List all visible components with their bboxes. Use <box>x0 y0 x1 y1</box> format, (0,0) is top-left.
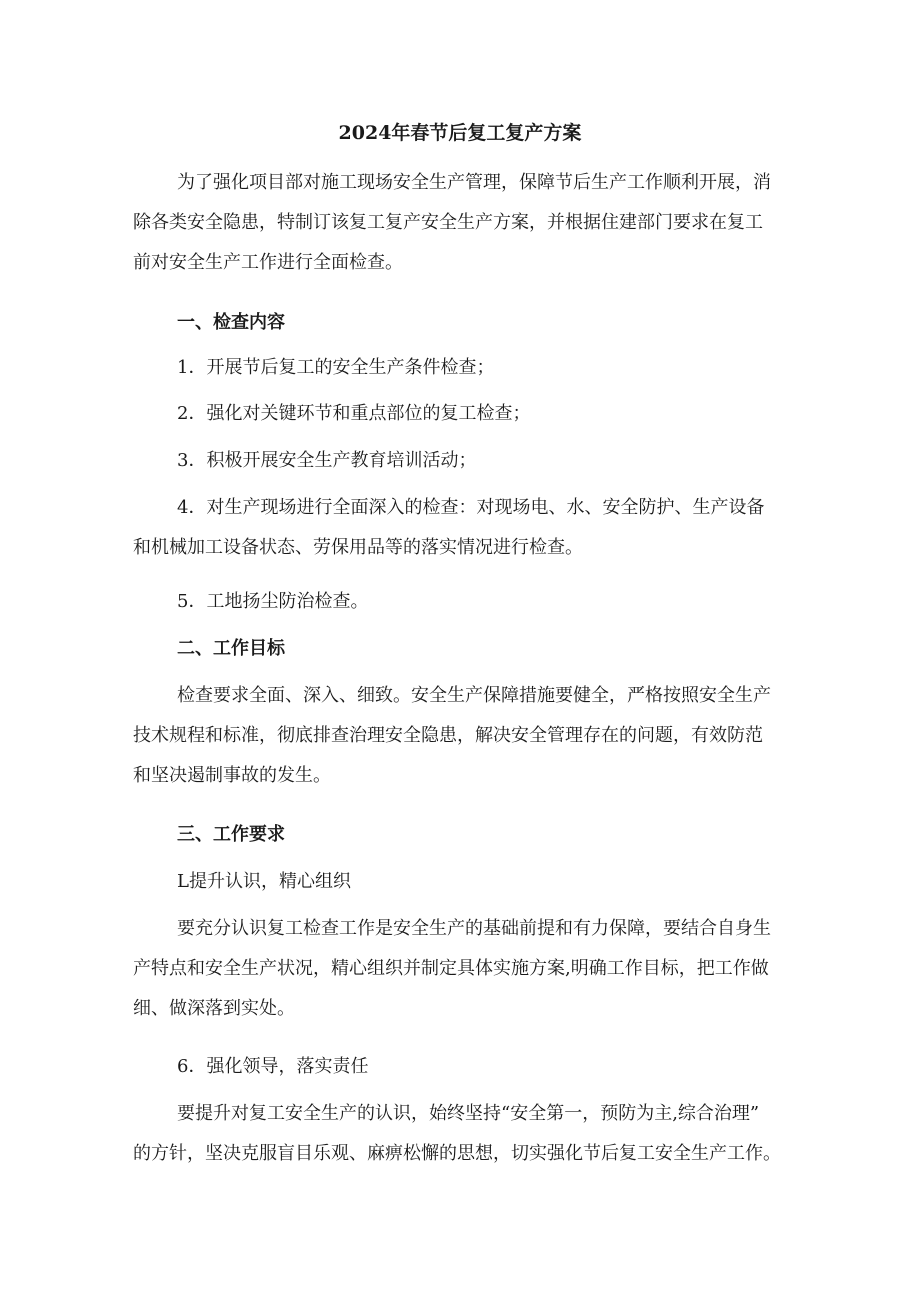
section-2-paragraph <box>133 676 798 796</box>
section-3-heading: 三、工作要求 <box>177 824 285 845</box>
section-2-line-1: 检查要求全面、深入、细致。安全生产保障措施要健全，严格按照安全生产 <box>177 685 771 706</box>
section-1-item-5: 5．工地扬尘防治检查。 <box>177 591 369 612</box>
section-1-heading: 一、检查内容 <box>177 312 285 333</box>
section-3-p1-line-3: 细、做深落到实处。 <box>133 998 295 1019</box>
section-3-p1-line-2: 产特点和安全生产状况，精心组织并制定具体实施方案,明确工作目标，把工作做 <box>133 958 769 979</box>
intro-paragraph <box>133 163 798 283</box>
section-3-subheading-2: 6．强化领导，落实责任 <box>177 1056 369 1077</box>
section-3-paragraph-1 <box>133 909 798 1029</box>
section-1-item-1: 1．开展节后复工的安全生产条件检查； <box>177 357 495 378</box>
section-2-heading: 二、工作目标 <box>177 638 285 659</box>
section-2-line-3: 和坚决遏制事故的发生。 <box>133 765 331 786</box>
section-1-item-4-line-2: 和机械加工设备状态、劳保用品等的落实情况进行检查。 <box>133 537 583 558</box>
intro-line-2: 除各类安全隐患，特制订该复工复产安全生产方案，并根据住建部门要求在复工 <box>133 212 763 233</box>
section-3-paragraph-2 <box>133 1094 798 1174</box>
section-3-p2-line-2: 的方针，坚决克服盲目乐观、麻痹松懈的思想，切实强化节后复工安全生产工作。 <box>133 1143 781 1164</box>
section-3-subheading-1: L提升认识，精心组织 <box>177 871 351 892</box>
intro-line-1: 为了强化项目部对施工现场安全生产管理，保障节后生产工作顺利开展，消 <box>177 172 771 193</box>
section-1-item-2: 2．强化对关键环节和重点部位的复工检查； <box>177 403 531 424</box>
section-1-item-4-line-1: 4．对生产现场进行全面深入的检查：对现场电、水、安全防护、生产设备 <box>177 497 765 518</box>
section-2-line-2: 技术规程和标准，彻底排查治理安全隐患，解决安全管理存在的问题，有效防范 <box>133 725 763 746</box>
section-3-p1-line-1: 要充分认识复工检查工作是安全生产的基础前提和有力保障，要结合自身生 <box>177 918 771 939</box>
section-1-item-3: 3．积极开展安全生产教育培训活动； <box>177 450 477 471</box>
section-1-item-4 <box>133 488 798 568</box>
document-title: 2024年春节后复工复产方案 <box>338 122 582 144</box>
section-3-p2-line-1: 要提升对复工安全生产的认识，始终坚持“安全第一，预防为主,综合治理” <box>177 1103 760 1124</box>
intro-line-3: 前对安全生产工作进行全面检查。 <box>133 252 403 273</box>
